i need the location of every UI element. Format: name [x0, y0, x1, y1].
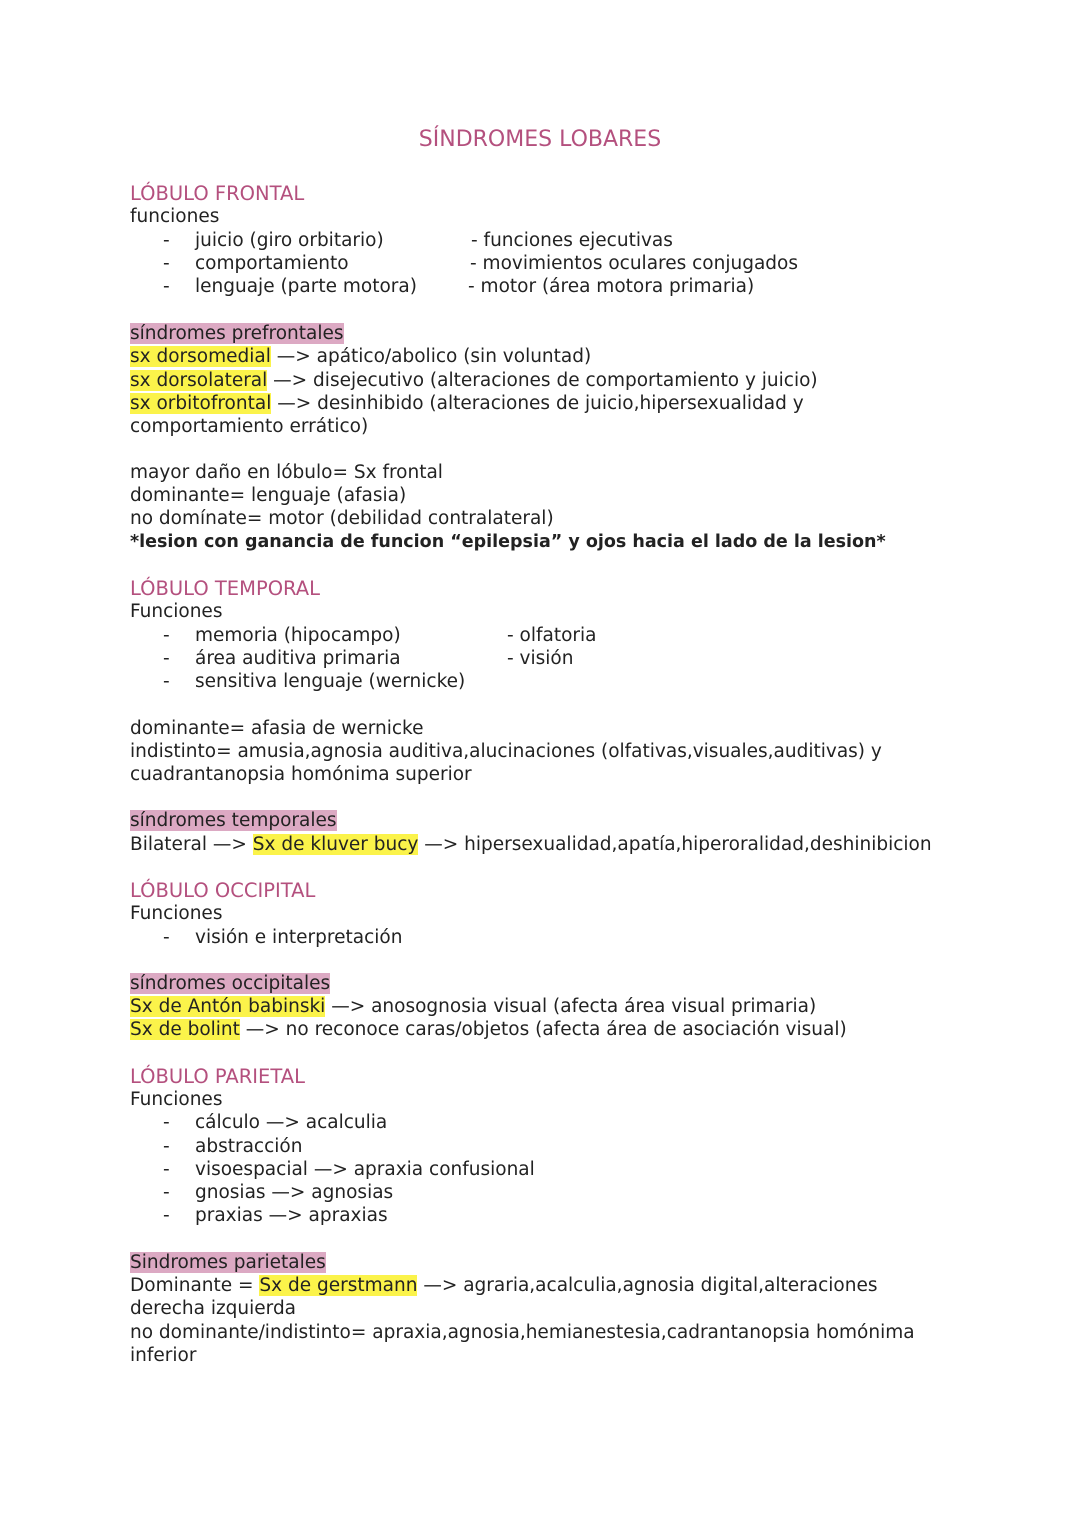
bullet: -	[163, 1136, 170, 1157]
list-item: - funciones ejecutivas	[471, 230, 673, 251]
list-item: cálculo —> acalculia	[195, 1112, 388, 1133]
bullet: -	[163, 671, 170, 692]
bullet: -	[163, 1182, 170, 1203]
bullet: -	[163, 625, 170, 646]
text-line: comportamiento errático)	[130, 416, 369, 437]
sub: Funciones	[130, 903, 223, 924]
syndrome-line: sx dorsolateral —> disejecutivo (alteraciones de comportamiento y juicio)	[130, 370, 818, 391]
text-line: derecha izquierda	[130, 1298, 297, 1319]
list-item: - movimientos oculares conjugados	[470, 253, 798, 274]
text-line: indistinto= amusia,agnosia auditiva,alucinaciones (olfativas,visuales,auditivas) y	[130, 741, 882, 762]
syndrome-line: sx dorsomedial —> apático/abolico (sin voluntad)	[130, 346, 592, 367]
section-label: síndromes temporales	[130, 810, 337, 831]
heading-frontal: LÓBULO FRONTAL	[130, 182, 305, 205]
bullet: -	[163, 648, 170, 669]
list-item: - visión	[507, 648, 574, 669]
list-item: - olfatoria	[507, 625, 597, 646]
list-item: praxias —> apraxias	[195, 1205, 388, 1226]
list-item: comportamiento	[195, 253, 349, 274]
bullet: -	[163, 1112, 170, 1133]
sub: Funciones	[130, 1089, 223, 1110]
sub: Funciones	[130, 601, 223, 622]
list-item: área auditiva primaria	[195, 648, 401, 669]
page-title: SÍNDROMES LOBARES	[418, 127, 662, 152]
list-item: juicio (giro orbitario)	[195, 230, 384, 251]
syndrome-line: sx orbitofrontal —> desinhibido (alteraciones de juicio,hipersexualidad y	[130, 393, 804, 414]
syndrome-line: Dominante = Sx de gerstmann —> agraria,acalculia,agnosia digital,alteraciones	[130, 1275, 878, 1296]
sub: funciones	[130, 206, 220, 227]
list-item: memoria (hipocampo)	[195, 625, 401, 646]
syndrome-line: Bilateral —> Sx de kluver bucy —> hipersexualidad,apatía,hiperoralidad,deshinibicion	[130, 834, 932, 855]
heading-occipital: LÓBULO OCCIPITAL	[130, 879, 316, 902]
heading-temporal: LÓBULO TEMPORAL	[130, 577, 321, 600]
section-label: Sindromes parietales	[130, 1252, 326, 1273]
bullet: -	[163, 1159, 170, 1180]
bullet: -	[163, 230, 170, 251]
list-item: lenguaje (parte motora)	[195, 276, 417, 297]
bold-note: *lesion con ganancia de funcion “epilepsia” y ojos hacia el lado de la lesion*	[130, 532, 886, 552]
text-line: inferior	[130, 1345, 197, 1366]
text-line: mayor daño en lóbulo= Sx frontal	[130, 462, 443, 483]
text-line: dominante= lenguaje (afasia)	[130, 485, 407, 506]
syndrome-line: Sx de bolint —> no reconoce caras/objetos (afecta área de asociación visual)	[130, 1019, 847, 1040]
list-item: sensitiva lenguaje (wernicke)	[195, 671, 466, 692]
heading-parietal: LÓBULO PARIETAL	[130, 1065, 305, 1088]
bullet: -	[163, 253, 170, 274]
list-item: visión e interpretación	[195, 927, 403, 948]
bullet: -	[163, 927, 170, 948]
list-item: gnosias —> agnosias	[195, 1182, 394, 1203]
syndrome-line: Sx de Antón babinski —> anosognosia visual (afecta área visual primaria)	[130, 996, 817, 1017]
section-label: síndromes occipitales	[130, 973, 331, 994]
section-label: síndromes prefrontales	[130, 323, 344, 344]
text-line: no domínate= motor (debilidad contralateral)	[130, 508, 554, 529]
text-line: cuadrantanopsia homónima superior	[130, 764, 472, 785]
text-line: no dominante/indistinto= apraxia,agnosia,hemianestesia,cadrantanopsia homónima	[130, 1322, 915, 1343]
list-item: - motor (área motora primaria)	[468, 276, 755, 297]
list-item: abstracción	[195, 1136, 303, 1157]
bullet: -	[163, 1205, 170, 1226]
text-line: dominante= afasia de wernicke	[130, 718, 424, 739]
bullet: -	[163, 276, 170, 297]
list-item: visoespacial —> apraxia confusional	[195, 1159, 535, 1180]
